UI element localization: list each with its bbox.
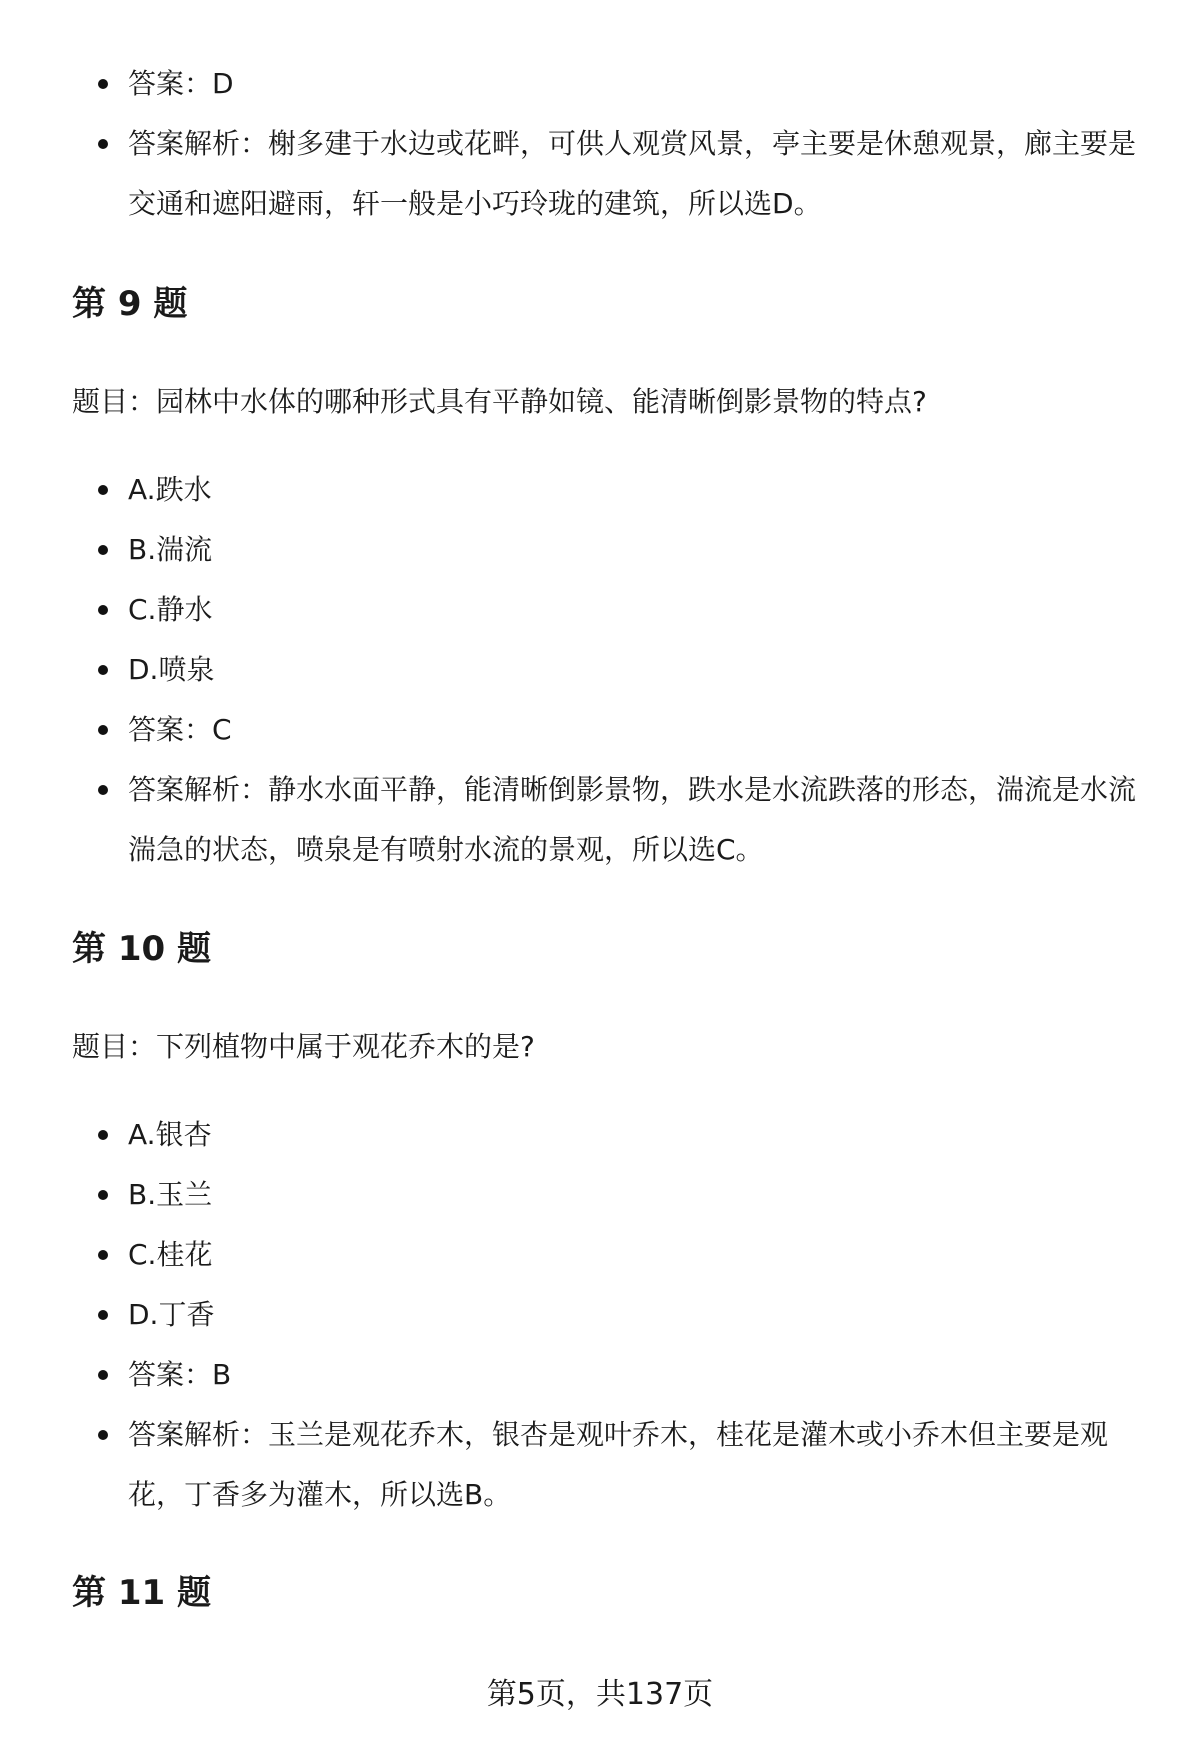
answer-item: 答案：D <box>96 54 1146 114</box>
option-d: D.喷泉 <box>96 640 1146 700</box>
q9-option-list <box>96 460 1146 880</box>
page-indicator: 第5页，共137页 <box>486 1677 714 1712</box>
explanation-item: 答案解析：榭多建于水边或花畔，可供人观赏风景，亭主要是休憩观景，廊主要是交通和遮阳避雨，轩一般是小巧玲珑的建筑，所以选D。 <box>96 114 1146 234</box>
option-a: A.跌水 <box>96 460 1146 520</box>
q10-option-list <box>96 1105 1146 1525</box>
question-heading-11: 第 11 题 <box>72 1573 211 1613</box>
answer-item: 答案：B <box>96 1345 1146 1405</box>
option-a: A.银杏 <box>96 1105 1146 1165</box>
explanation-item: 答案解析：玉兰是观花乔木，银杏是观叶乔木，桂花是灌木或小乔木但主要是观花，丁香多为灌木，所以选B。 <box>96 1405 1146 1525</box>
q8-tail-list <box>96 54 1146 234</box>
question-heading-10: 第 10 题 <box>72 929 211 969</box>
option-c: C.桂花 <box>96 1225 1146 1285</box>
question-text-10: 题目：下列植物中属于观花乔木的是? <box>72 1030 535 1063</box>
answer-item: 答案：C <box>96 700 1146 760</box>
question-text-9: 题目：园林中水体的哪种形式具有平静如镜、能清晰倒影景物的特点? <box>72 385 927 418</box>
option-b: B.玉兰 <box>96 1165 1146 1225</box>
option-b: B.湍流 <box>96 520 1146 580</box>
explanation-item: 答案解析：静水水面平静，能清晰倒影景物，跌水是水流跌落的形态，湍流是水流湍急的状态，喷泉是有喷射水流的景观，所以选C。 <box>96 760 1146 880</box>
option-c: C.静水 <box>96 580 1146 640</box>
option-d: D.丁香 <box>96 1285 1146 1345</box>
question-heading-9: 第 9 题 <box>72 284 188 324</box>
